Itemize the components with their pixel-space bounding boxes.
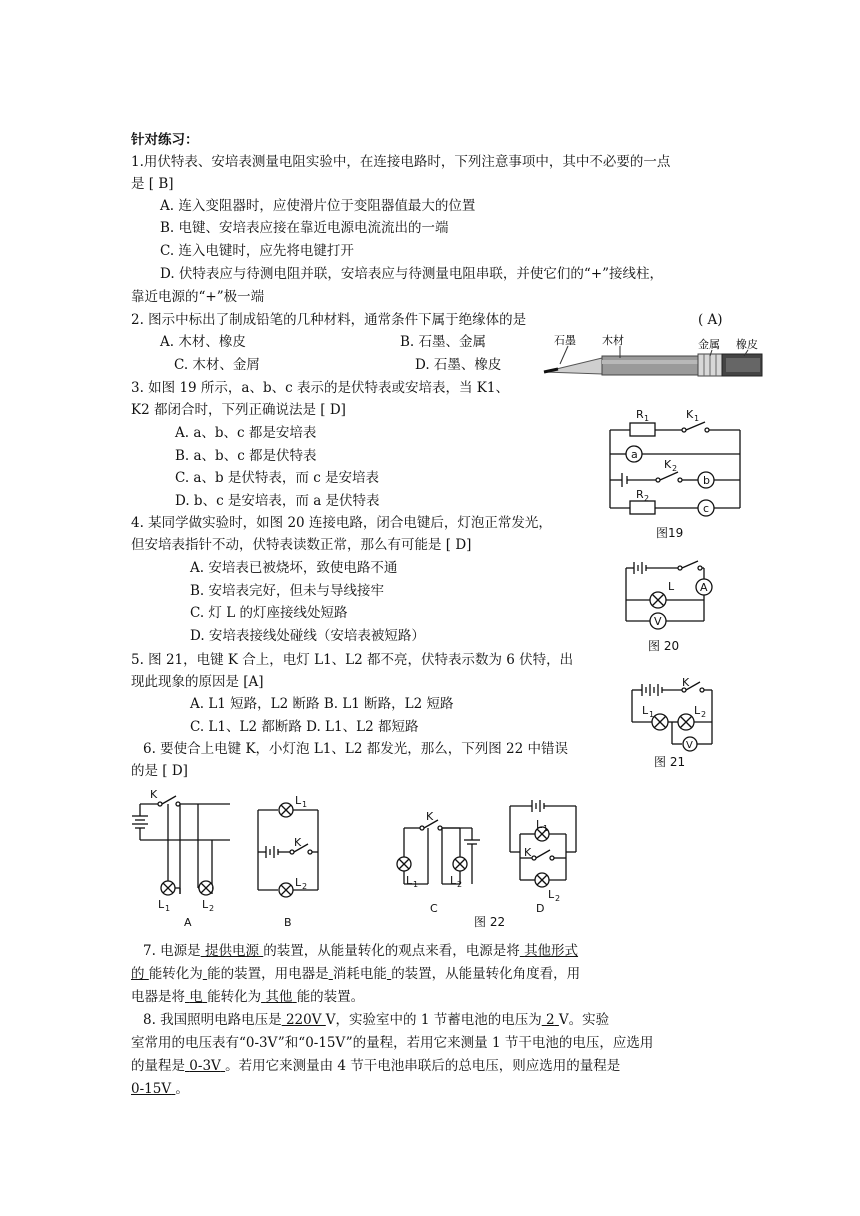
fig22b-label-l2: L bbox=[295, 876, 302, 889]
q1-option-b: B. 电键、安培表应接在靠近电源电流流出的一端 bbox=[160, 220, 449, 236]
fig22c-label-l2: L bbox=[450, 874, 457, 887]
fig22b-label-l1-sub: 1 bbox=[302, 800, 308, 809]
q8-l1-e: V。实验 bbox=[558, 1012, 610, 1028]
fig19-label-r1: R bbox=[636, 408, 644, 421]
q4-option-b: B. 安培表完好，但未与导线接牢 bbox=[190, 583, 385, 599]
fig21-meter-v: V bbox=[686, 740, 693, 751]
q6-stem-line1: 6. 要使合上电键 K，小灯泡 L1、L2 都发光，那么，下列图 22 中错误 bbox=[143, 741, 568, 757]
q3-stem-line1: 3. 如图 19 所示，a、b、c 表示的是伏特表或安培表，当 K1、 bbox=[131, 380, 509, 396]
figure-19-caption: 图19 bbox=[656, 526, 684, 540]
q3-option-c: C. a、b 是伏特表，而 c 是安培表 bbox=[175, 470, 380, 486]
q7-l2-a: 的 bbox=[131, 966, 145, 982]
fig22a-label-l2: L bbox=[202, 898, 209, 911]
q7-l3-e: 能的装置。 bbox=[296, 989, 365, 1005]
q1-option-d-line1: D. 伏特表应与待测电阻并联，安培表应与待测量电阻串联，并使它们的“+”接线柱， bbox=[160, 266, 664, 282]
q7-line1 bbox=[143, 942, 578, 960]
q1-stem-line1: 1.用伏特表、安培表测量电阻实验中，在连接电路时，下列注意事项中，其中不必要的一点 bbox=[131, 154, 671, 170]
q4-option-a: A. 安培表已被烧坏，致使电路不通 bbox=[190, 560, 398, 576]
q8-blank-1: 220V bbox=[285, 1012, 322, 1028]
q5-options-cd: C. L1、L2 都断路 D. L1、L2 都短路 bbox=[190, 719, 419, 735]
q7-l2-c: 能的装置，用电器是 bbox=[207, 966, 329, 982]
q1-stem-line2: 是 [ B] bbox=[131, 176, 174, 192]
q7-blank-8: 其他 bbox=[265, 989, 293, 1005]
fig22a-label-l1-sub: 1 bbox=[165, 904, 171, 913]
fig22a-label-k: K bbox=[150, 788, 158, 801]
figure-22-caption: 图 22 bbox=[474, 915, 506, 929]
q8-line3 bbox=[131, 1057, 620, 1075]
q7-l3-c: 能转化为 bbox=[207, 989, 262, 1005]
fig22c-label-l2-sub: 2 bbox=[457, 880, 463, 889]
fig22c-label-l1: L bbox=[406, 874, 413, 887]
fig20-meter-a: A bbox=[700, 581, 708, 594]
fig22-label-c: C bbox=[430, 902, 438, 915]
q7-l2-e: 的装置，从能量转化角度看，用 bbox=[391, 966, 581, 982]
q4-option-c: C. 灯 L 的灯座接线处短路 bbox=[190, 605, 348, 621]
fig19-label-r2-sub: 2 bbox=[644, 494, 650, 503]
q2-answer: ( A) bbox=[698, 312, 723, 328]
q3-stem-line2: K2 都闭合时，下列正确说法是 [ D] bbox=[131, 402, 346, 418]
fig19-meter-b: b bbox=[703, 474, 710, 487]
q2-option-c: C. 木材、金屑 bbox=[174, 357, 260, 373]
fig22b-label-l1: L bbox=[295, 794, 302, 807]
fig22d-label-l2-sub: 2 bbox=[555, 894, 561, 903]
figure-22-circuits bbox=[120, 784, 600, 934]
fig19-label-k2-sub: 2 bbox=[672, 464, 678, 473]
fig19-label-k1-sub: 1 bbox=[694, 414, 700, 423]
fig21-label-k: K bbox=[682, 676, 690, 689]
figure-21-circuit bbox=[624, 674, 724, 752]
q8-l3-c: 。若用它来测量由 4 节干电池串联后的总电压，则应选用的量程是 bbox=[225, 1058, 621, 1074]
fig22-label-b: B bbox=[284, 916, 292, 929]
pencil-label-graphite: 石墨 bbox=[554, 334, 576, 347]
q7-line3 bbox=[131, 988, 364, 1006]
q7-l3-a: 电器是将 bbox=[131, 989, 185, 1005]
q3-option-a: A. a、b、c 都是安培表 bbox=[175, 425, 317, 441]
fig19-meter-c: c bbox=[703, 502, 710, 515]
fig22d-label-l1-sub: 1 bbox=[543, 824, 549, 833]
q2-option-a: A. 木材、橡皮 bbox=[160, 334, 246, 350]
fig19-label-k1: K bbox=[686, 408, 694, 421]
fig22b-label-l2-sub: 2 bbox=[302, 882, 308, 891]
fig22d-label-l1: L bbox=[536, 818, 543, 831]
fig21-label-l2-sub: 2 bbox=[701, 710, 707, 719]
q2-option-d: D. 石墨、橡皮 bbox=[415, 357, 502, 373]
fig22a-label-l2-sub: 2 bbox=[209, 904, 215, 913]
q6-stem-line2: 的是 [ D] bbox=[131, 763, 188, 779]
fig22c-label-l1-sub: 1 bbox=[413, 880, 419, 889]
q8-line2: 室常用的电压表有“0-3V”和“0-15V”的量程，若用它来测量 1 节干电池的电压，应选用 bbox=[131, 1035, 654, 1051]
figure-20-circuit bbox=[616, 556, 726, 636]
figure-21-caption: 图 21 bbox=[654, 755, 686, 769]
q8-l4-b: 。 bbox=[175, 1081, 189, 1097]
pencil-label-wood: 木材 bbox=[602, 334, 624, 347]
fig22b-label-k: K bbox=[294, 836, 302, 849]
q8-line4 bbox=[131, 1080, 189, 1098]
fig22-label-d: D bbox=[536, 902, 545, 915]
fig21-label-l2: L bbox=[694, 704, 701, 717]
pencil-figure bbox=[540, 330, 780, 380]
section-heading: 针对练习： bbox=[131, 132, 199, 148]
q5-stem-line1: 5. 图 21，电键 K 合上，电灯 L1、L2 都不亮，伏特表示数为 6 伏特，出 bbox=[131, 652, 574, 668]
pencil-label-eraser: 橡皮 bbox=[736, 338, 758, 351]
fig19-label-r1-sub: 1 bbox=[644, 414, 650, 423]
q7-l1-c: 的装置，从能量转化的观点来看，电源是将 bbox=[263, 943, 520, 959]
figure-20-caption: 图 20 bbox=[648, 639, 680, 653]
fig22a-label-l1: L bbox=[158, 898, 165, 911]
fig21-label-l1-sub: 1 bbox=[649, 710, 655, 719]
fig22-label-a: A bbox=[184, 916, 192, 929]
fig22d-label-k: K bbox=[524, 846, 532, 859]
q2-stem: 2. 图示中标出了制成铅笔的几种材料，通常条件下属于绝缘体的是 bbox=[131, 312, 527, 328]
q8-blank-4: 0-15V bbox=[131, 1081, 172, 1097]
q1-option-a: A. 连入变阻器时，应使滑片位于变阻器值最大的位置 bbox=[160, 198, 476, 214]
fig22c-label-k: K bbox=[426, 810, 434, 823]
q5-options-ab: A. L1 短路，L2 断路 B. L1 断路，L2 短路 bbox=[190, 696, 454, 712]
q8-l3-a: 的量程是 bbox=[131, 1058, 185, 1074]
q7-l2-d: 消耗电能 bbox=[332, 966, 387, 982]
pencil-label-metal: 金属 bbox=[698, 338, 720, 351]
fig19-label-k2: K bbox=[664, 458, 672, 471]
q7-blank-2: 其他形式 bbox=[524, 943, 579, 959]
q7-blank-1: 提供电源 bbox=[204, 943, 259, 959]
q8-line1 bbox=[143, 1011, 609, 1029]
fig20-meter-v: V bbox=[654, 615, 662, 628]
fig19-label-r2: R bbox=[636, 488, 644, 501]
q8-blank-2: 2 bbox=[546, 1012, 555, 1028]
q8-l1-a: 8. 我国照明电路电压是 bbox=[143, 1012, 282, 1028]
q4-option-d: D. 安培表接线处碰线（安培表被短路） bbox=[190, 628, 425, 644]
fig21-label-l1: L bbox=[642, 704, 649, 717]
fig19-meter-a: a bbox=[631, 448, 638, 461]
q7-l2-b: 能转化为 bbox=[148, 966, 203, 982]
q5-stem-line2: 现此现象的原因是 [A] bbox=[131, 674, 264, 690]
q7-line2 bbox=[131, 965, 580, 983]
q4-stem-line1: 4. 某同学做实验时，如图 20 连接电路，闭合电键后，灯泡正常发光， bbox=[131, 515, 552, 531]
q7-l1-a: 7. 电源是 bbox=[143, 943, 201, 959]
q2-option-b: B. 石墨、金属 bbox=[400, 334, 487, 350]
q3-option-b: B. a、b、c 都是伏特表 bbox=[175, 448, 317, 464]
q3-option-d: D. b、c 是安培表，而 a 是伏特表 bbox=[175, 493, 380, 509]
q1-option-d-line2: 靠近电源的“+”极一端 bbox=[131, 289, 265, 305]
q8-blank-3: 0-3V bbox=[189, 1058, 221, 1074]
q7-blank-7: 电 bbox=[189, 989, 203, 1005]
q1-option-c: C. 连入电键时，应先将电键打开 bbox=[160, 243, 354, 259]
q4-stem-line2: 但安培表指针不动，伏特表读数正常，那么有可能是 [ D] bbox=[131, 537, 472, 553]
fig22d-label-l2: L bbox=[548, 888, 555, 901]
fig20-label-lamp: L bbox=[668, 580, 675, 593]
q8-l1-c: V，实验室中的 1 节蓄电池的电压为 bbox=[325, 1012, 542, 1028]
